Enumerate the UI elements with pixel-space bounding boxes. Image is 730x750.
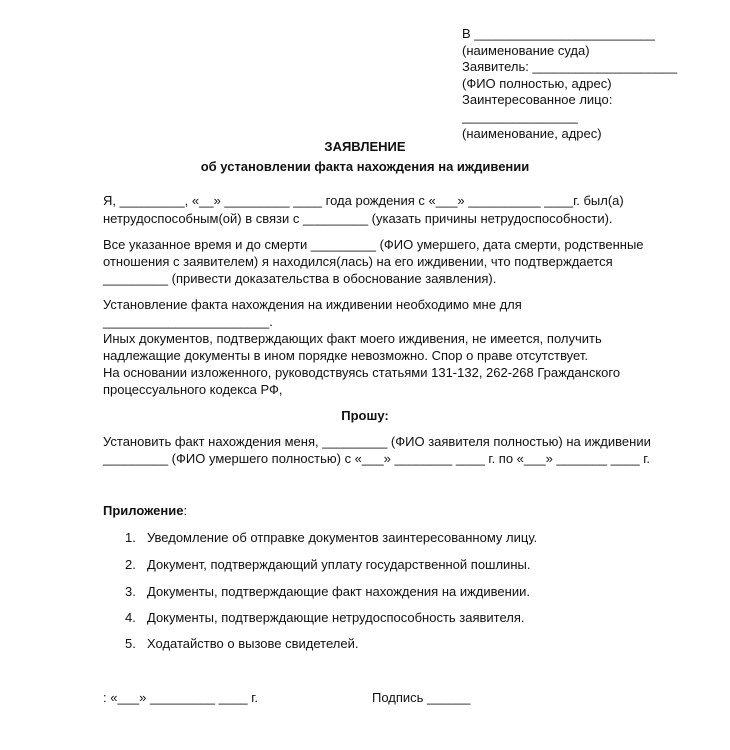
list-item-number: 5.: [125, 636, 136, 651]
body-line: _______________________.: [103, 314, 273, 329]
attachments-heading-text: Приложение: [103, 503, 184, 518]
document-title: ЗАЯВЛЕНИЕ: [324, 139, 406, 154]
interested-party-label: Заинтересованное лицо:: [462, 92, 613, 108]
body-line: отношения с заявителем) я находился(лась) на его иждивении, что подтверждается: [103, 254, 613, 269]
list-item-number: 2.: [125, 557, 136, 572]
addressee-block: [462, 26, 677, 142]
court-line: В _________________________: [462, 26, 656, 41]
body-line: На основании изложенного, руководствуясь статьями 131-132, 262-268 Гражданского: [103, 365, 621, 380]
court-hint: (наименование суда): [462, 42, 590, 58]
applicant-line: Заявитель: ____________________: [462, 59, 678, 75]
body-line: нетрудоспособным(ой) в связи с _________ (указать причины нетрудоспособности).: [103, 211, 613, 226]
list-item-text: Документ, подтверждающий уплату государственной пошлины.: [147, 557, 531, 572]
body-line: Все указанное время и до смерти _________ (ФИО умершего, дата смерти, родственные: [103, 237, 644, 252]
list-item-text: Документы, подтверждающие факт нахождения на иждивении.: [147, 584, 530, 599]
body-line: надлежащие документы в ином порядке невозможно. Спор о праве отсутствует.: [103, 348, 588, 363]
list-item-text: Ходатайство о вызове свидетелей.: [147, 636, 359, 651]
list-item-number: 1.: [125, 530, 136, 545]
applicant-hint: (ФИО полностью, адрес): [462, 75, 612, 91]
request-line: _________ (ФИО умершего полностью) с «___» ________ ____ г. по «___» _______ ____ г.: [103, 451, 650, 466]
body-line: _________ (привести доказательства в обоснование заявления).: [103, 271, 497, 286]
attachments-heading-colon: :: [183, 503, 188, 518]
request-line: Установить факт нахождения меня, _________ (ФИО заявителя полностью) на иждивении: [103, 434, 651, 449]
interested-party-hint: (наименование, адрес): [462, 125, 602, 141]
interested-party-line: ________________: [462, 108, 578, 124]
document-subtitle: об установлении факта нахождения на иждивении: [200, 159, 530, 174]
list-item-text: Документы, подтверждающие нетрудоспособность заявителя.: [147, 610, 525, 625]
request-heading: Прошу:: [341, 408, 389, 423]
body-line: Иных документов, подтверждающих факт моего иждивения, не имеется, получить: [103, 331, 602, 346]
body-line: Установление факта нахождения на иждивении необходимо мне для: [103, 297, 522, 312]
signature-line: Подпись ______: [372, 690, 471, 705]
list-item-number: 4.: [125, 610, 136, 625]
body-line: процессуального кодекса РФ,: [103, 382, 283, 397]
body-line: Я, _________, «__» _________ ____ года рождения с «___» __________ ____г. был(а): [103, 193, 624, 208]
attachments-heading: [103, 503, 187, 518]
list-item-number: 3.: [125, 584, 136, 599]
list-item-text: Уведомление об отправке документов заинтересованному лицу.: [147, 530, 538, 545]
date-line: : «___» _________ ____ г.: [103, 690, 258, 705]
